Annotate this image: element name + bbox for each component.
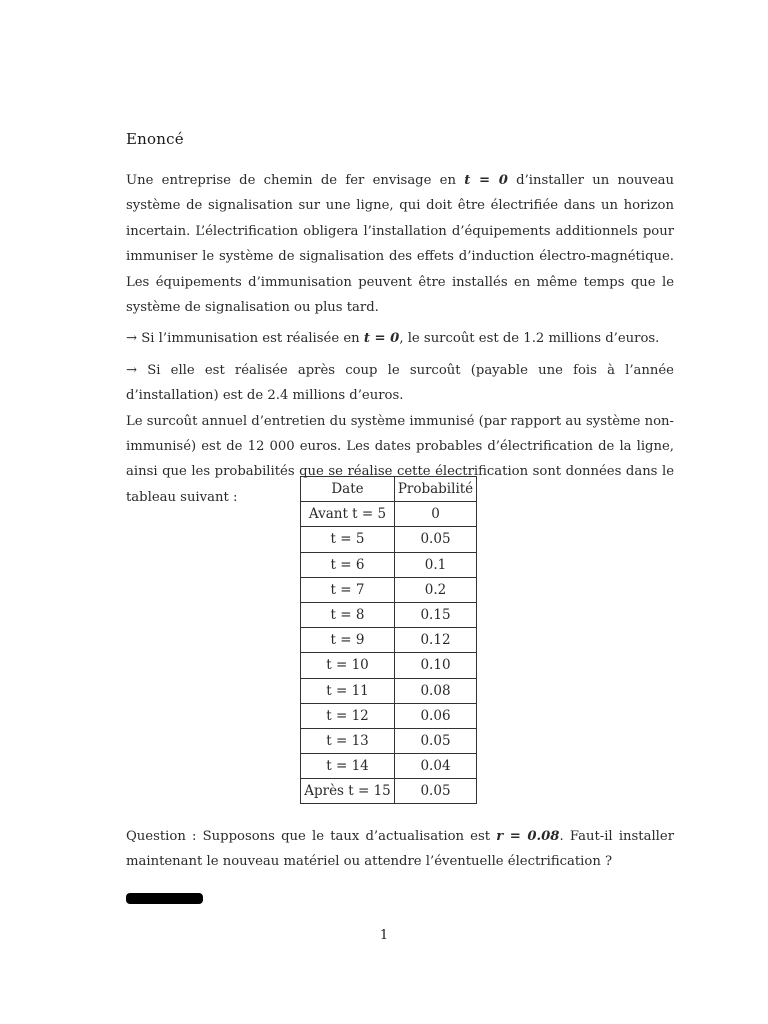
date-header: Date xyxy=(301,477,395,502)
table-row xyxy=(301,552,477,577)
probability-header: Probabilité xyxy=(395,477,477,502)
date-cell: t = 11 xyxy=(301,678,395,703)
date-cell: t = 8 xyxy=(301,602,395,627)
question-math: r = 0.08 xyxy=(496,829,560,844)
main-content xyxy=(126,130,674,510)
intro-text-b: d’installer un nouveau système de signalisation sur une ligne, qui doit être électrifiée dans un horizon incertain. L’électrification obligera l’installation d’équipements additionnels pour immuniser le système de signalisation des effets d’induction électro-magnétique. Les équipements d’immunisation peuvent être installés en même temps que le système de signalisation ou plus tard. xyxy=(126,173,675,316)
date-cell: Après t = 15 xyxy=(301,779,395,804)
maintenance-paragraph: Le surcoût annuel d’entretien du système immunisé (par rapport au système non-immunisé) est de 12 000 euros. Les dates probables d’électrification de la ligne, ainsi que les probabilités que se réalise cette électrification sont données dans le tableau suivant : xyxy=(126,413,674,505)
probability-cell: 0.10 xyxy=(395,653,477,678)
table-row xyxy=(301,527,477,552)
probability-cell: 0.08 xyxy=(395,678,477,703)
date-cell: Avant t = 5 xyxy=(301,502,395,527)
probability-cell: 0.04 xyxy=(395,754,477,779)
probability-cell: 0.15 xyxy=(395,602,477,627)
table-row xyxy=(301,779,477,804)
date-cell: t = 5 xyxy=(301,527,395,552)
probability-cell: 0.12 xyxy=(395,628,477,653)
redacted-label: Corrigé xyxy=(126,893,203,904)
table-row xyxy=(301,502,477,527)
case-immediate-text-b: , le surcoût est de 1.2 millions d’euros. xyxy=(399,331,660,347)
date-cell: t = 12 xyxy=(301,703,395,728)
table-row xyxy=(301,678,477,703)
probability-cell: 0.05 xyxy=(395,527,477,552)
case-immediate-paragraph xyxy=(126,326,674,351)
intro-paragraph xyxy=(126,168,674,320)
probability-cell: 0.2 xyxy=(395,577,477,602)
table-row xyxy=(301,602,477,627)
probability-cell: 0 xyxy=(395,502,477,527)
intro-math: t = 0 xyxy=(464,173,508,188)
probability-cell: 0.05 xyxy=(395,779,477,804)
table-row xyxy=(301,754,477,779)
case-immediate-math: t = 0 xyxy=(363,331,400,347)
date-cell: t = 6 xyxy=(301,552,395,577)
table-header-row xyxy=(301,477,477,502)
intro-text-a: Une entreprise de chemin de fer envisage en xyxy=(126,173,465,188)
probability-cell: 0.1 xyxy=(395,552,477,577)
table-row xyxy=(301,628,477,653)
date-cell: t = 9 xyxy=(301,628,395,653)
case-later-paragraph: → Si elle est réalisée après coup le surcoût (payable une fois à l’année d’installation) est de 2.4 millions d’euros. xyxy=(126,362,674,404)
question-text-a: Question : Supposons que le taux d’actualisation est xyxy=(126,829,497,844)
probability-cell: 0.05 xyxy=(395,728,477,753)
table-row xyxy=(301,728,477,753)
table-row xyxy=(301,577,477,602)
probability-table xyxy=(300,476,477,804)
question-paragraph xyxy=(126,824,674,875)
date-cell: t = 13 xyxy=(301,728,395,753)
case-immediate-text-a: → Si l’immunisation est réalisée en xyxy=(126,331,364,347)
probability-cell: 0.06 xyxy=(395,703,477,728)
table-row xyxy=(301,703,477,728)
question-text-b: . Faut-il installer maintenant le nouveau matériel ou attendre l’éventuelle électrification ? xyxy=(126,829,674,870)
probability-table-wrapper xyxy=(300,476,477,804)
date-cell: t = 14 xyxy=(301,754,395,779)
page-number: 1 xyxy=(379,928,389,943)
table-row xyxy=(301,653,477,678)
date-cell: t = 7 xyxy=(301,577,395,602)
section-heading: Enoncé xyxy=(126,130,184,148)
date-cell: t = 10 xyxy=(301,653,395,678)
